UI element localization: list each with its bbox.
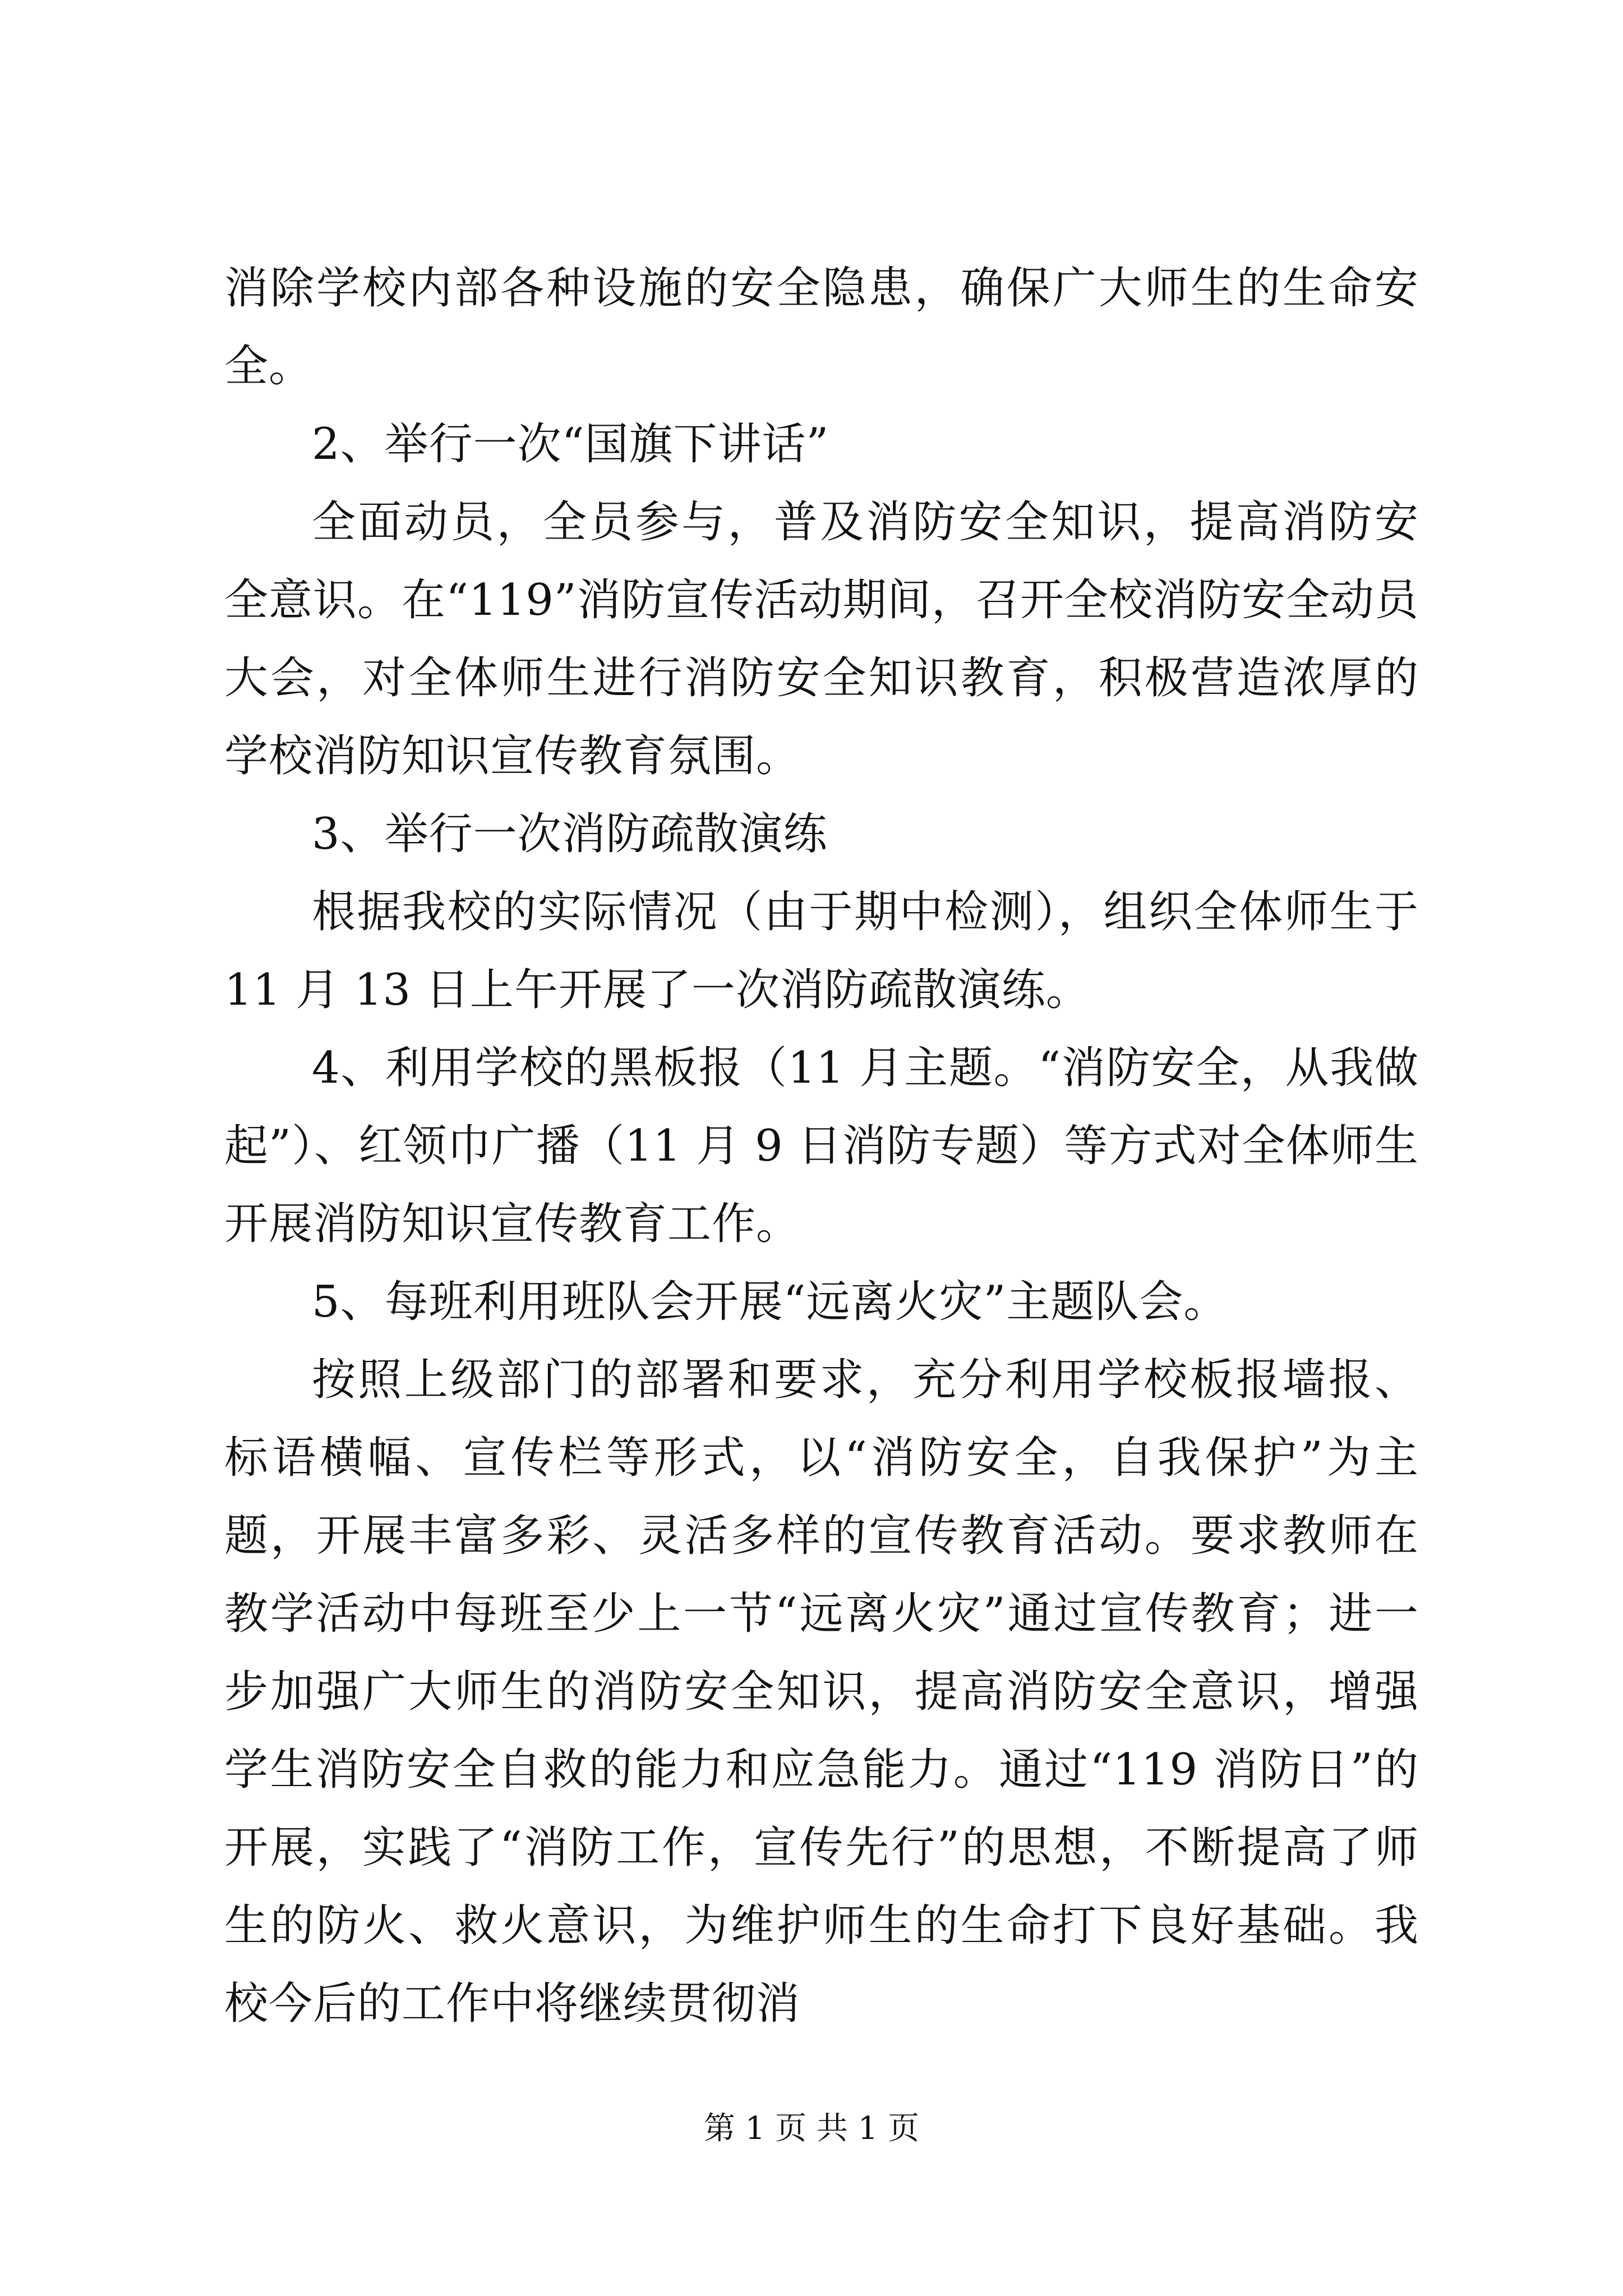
paragraph-mobilization: 全面动员，全员参与，普及消防安全知识，提高消防安全意识。在“119”消防宣传活动期间，召开全校消防安全动员大会，对全体师生进行消防安全知识教育，积极营造浓厚的学校消防知识宣传教育氛围。: [224, 497, 1419, 781]
paragraph-item-4: 4、利用学校的黑板报（11 月主题。“消防安全，从我做起”）、红领巾广播（11 月 9 日消防专题）等方式对全体师生开展消防知识宣传教育工作。: [224, 1043, 1419, 1249]
paragraph-continuation: 消除学校内部各种设施的安全隐患，确保广大师生的生命安全。: [224, 263, 1419, 392]
paragraph-summary: 按照上级部门的部署和要求，充分利用学校板报墙报、标语横幅、宣传栏等形式，以“消防安全，自我保护”为主题，开展丰富多彩、灵活多样的宣传教育活动。要求教师在教学活动中每班至少上一节“远离火灾”通过宣传教育；进一步加强广大师生的消防安全知识，提高消防安全意识，增强学生消防安全自救的能力和应急能力。通过“119 消防日”的开展，实践了“消防工作，宣传先行”的思想，不断提高了师生的防火、救火意识，为维护师生的生命打下良好基础。我校今后的工作中将继续贯彻消: [224, 1355, 1419, 2029]
document-body: [224, 250, 1419, 2043]
heading-item-5: 5、每班利用班队会开展“远离火灾”主题队会。: [312, 1277, 1228, 1327]
heading-item-3: 3、举行一次消防疏散演练: [312, 809, 828, 859]
heading-item-2: 2、举行一次“国旗下讲话”: [312, 419, 829, 470]
page-number-footer: 第 1 页 共 1 页: [703, 2110, 920, 2147]
paragraph-evacuation-drill: 根据我校的实际情况（由于期中检测），组织全体师生于 11 月 13 日上午开展了一次消防疏散演练。: [224, 887, 1419, 1015]
